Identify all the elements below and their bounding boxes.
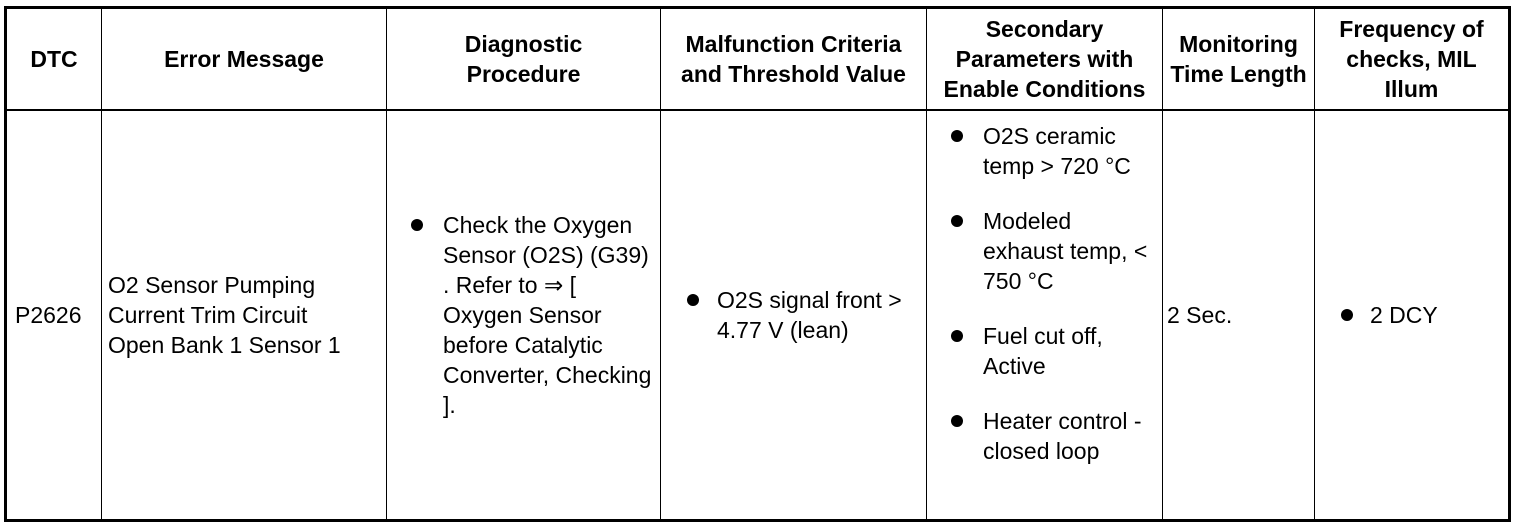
list-item: O2S ceramic temp > 720 °C [927, 121, 1156, 181]
frequency-list [1315, 300, 1508, 330]
dtc-table [4, 6, 1511, 522]
error-message-text: O2 Sensor Pumping Current Trim Circuit Open Bank 1 Sensor 1 [108, 272, 341, 358]
cell-monitoring-time: 2 Sec. [1163, 110, 1315, 521]
cell-error-message [102, 110, 387, 521]
header-diagnostic-procedure: Diagnostic Procedure [387, 8, 661, 111]
cell-malfunction-criteria [661, 110, 927, 521]
diagnostic-list [387, 210, 652, 420]
list-item: Heater control - closed loop [927, 406, 1156, 466]
cell-diagnostic-procedure [387, 110, 661, 521]
list-item: O2S signal front > 4.77 V (lean) [661, 285, 920, 345]
secondary-parameters-list [927, 121, 1156, 466]
header-secondary-parameters: Secondary Parameters with Enable Conditions [927, 8, 1163, 111]
cell-secondary-parameters [927, 110, 1163, 521]
malfunction-list [661, 285, 920, 345]
header-monitoring-time: Monitoring Time Length [1163, 8, 1315, 111]
list-item: Modeled exhaust temp, < 750 °C [927, 206, 1156, 296]
list-item: 2 DCY [1315, 300, 1508, 330]
cell-frequency [1315, 110, 1510, 521]
list-item: Fuel cut off, Active [927, 321, 1156, 381]
cell-dtc: P2626 [6, 110, 102, 521]
header-frequency: Frequency of checks, MIL Illum [1315, 8, 1510, 111]
list-item: Check the Oxygen Sensor (O2S) (G39) . Refer to ⇒ [ Oxygen Sensor before Catalytic Converter, Checking ]. [387, 210, 652, 420]
header-error-message: Error Message [102, 8, 387, 111]
header-malfunction-criteria: Malfunction Criteria and Threshold Value [661, 8, 927, 111]
table-row [6, 110, 1510, 521]
header-row [6, 8, 1510, 111]
header-dtc: DTC [6, 8, 102, 111]
